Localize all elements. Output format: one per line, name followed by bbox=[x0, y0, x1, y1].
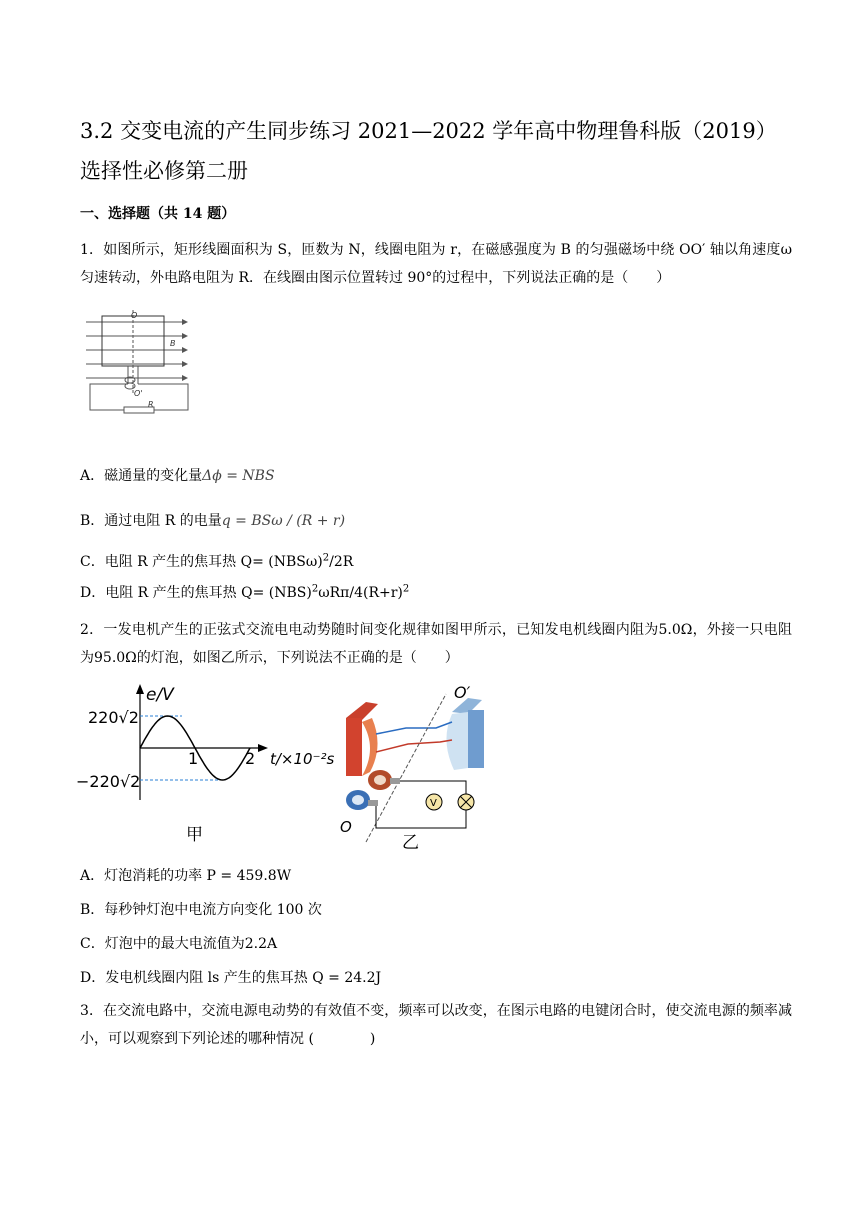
q2-generator-figure bbox=[336, 682, 496, 852]
section-heading: 一、选择题（共 14 题） bbox=[80, 206, 236, 222]
q1-option-b bbox=[80, 511, 345, 531]
graph-x-tick-2: 2 bbox=[245, 749, 256, 768]
q1-option-a-text: A．磁通量的变化量 bbox=[80, 468, 203, 484]
q1-option-c-text: C．电阻 R 产生的焦耳热 Q= (NBSω) bbox=[80, 554, 323, 570]
graph-x-label: t/×10⁻²s bbox=[270, 750, 335, 768]
q1-option-d bbox=[80, 583, 409, 603]
q1-option-d-exponent-1: 2 bbox=[311, 583, 319, 595]
graph-caption: 甲 bbox=[186, 825, 203, 845]
voltmeter-label: V bbox=[430, 798, 437, 809]
q1-coil-figure bbox=[84, 310, 196, 416]
q2-emf-graph bbox=[72, 684, 342, 852]
question-3-stem: 3．在交流电路中，交流电源电动势的有效值不变，频率可以改变，在图示电路的电键闭合时，使交流电源的频率减小，可以观察到下列论述的哪种情况 ( ) bbox=[80, 1003, 792, 1047]
q1-option-d-text: D．电阻 R 产生的焦耳热 Q= (NBS) bbox=[80, 585, 312, 601]
graph-y-top-tick: 220√2 bbox=[88, 708, 139, 727]
q2-option-b: B．每秒钟灯泡中电流方向变化 100 次 bbox=[80, 902, 322, 918]
question-1-stem: 1．如图所示，矩形线圈面积为 S，匝数为 N，线圈电阻为 r，在磁感强度为 B 的匀强磁场中绕 OO′ 轴以角速度ω匀速转动，外电路电阻为 R．在线圈由图示位置转过 90°的过程中，下列说法正确的是（ ） bbox=[80, 242, 792, 286]
apparatus-caption: 乙 bbox=[402, 833, 419, 852]
graph-y-bottom-tick: −220√2 bbox=[76, 772, 141, 791]
apparatus-label-o-prime: O′ bbox=[454, 683, 471, 702]
question-2-stem: 2．一发电机产生的正弦式交流电电动势随时间变化规律如图甲所示，已知发电机线圈内阻为5.0Ω，外接一只电阻为95.0Ω的灯泡，如图乙所示，下列说法不正确的是（ ） bbox=[80, 622, 792, 666]
q1-option-b-formula: q = BSω / (R + r) bbox=[221, 513, 346, 529]
q1-option-b-text: B．通过电阻 R 的电量 bbox=[80, 513, 222, 529]
q1-option-c-tail: /2R bbox=[329, 554, 354, 570]
q2-option-d: D．发电机线圈内阻 ls 产生的焦耳热 Q = 24.2J bbox=[80, 970, 382, 986]
q1-option-a-formula: Δϕ = NBS bbox=[202, 468, 275, 484]
q1-option-a bbox=[80, 466, 275, 486]
document-title-line-1: 3.2 交变电流的产生同步练习 2021—2022 学年高中物理鲁科版（2019） bbox=[80, 119, 777, 143]
q1-label-o-top: O bbox=[131, 311, 138, 320]
q1-option-d-middle: ωRπ/4(R+r) bbox=[318, 585, 403, 601]
q1-option-d-exponent-2: 2 bbox=[402, 583, 410, 595]
q2-option-c: C．灯泡中的最大电流值为2.2A bbox=[80, 936, 278, 952]
q1-label-r: R bbox=[148, 400, 154, 409]
q1-option-c-exponent: 2 bbox=[322, 552, 330, 564]
q1-label-o-bottom: O' bbox=[134, 389, 143, 398]
apparatus-label-o: O bbox=[340, 818, 352, 836]
q1-option-c bbox=[80, 552, 353, 572]
document-title-line-2: 选择性必修第二册 bbox=[80, 159, 248, 183]
graph-y-label: e/V bbox=[146, 685, 174, 705]
q2-option-a: A．灯泡消耗的功率 P = 459.8W bbox=[80, 868, 292, 884]
graph-x-tick-1: 1 bbox=[188, 749, 199, 768]
q1-label-b: B bbox=[170, 339, 176, 348]
